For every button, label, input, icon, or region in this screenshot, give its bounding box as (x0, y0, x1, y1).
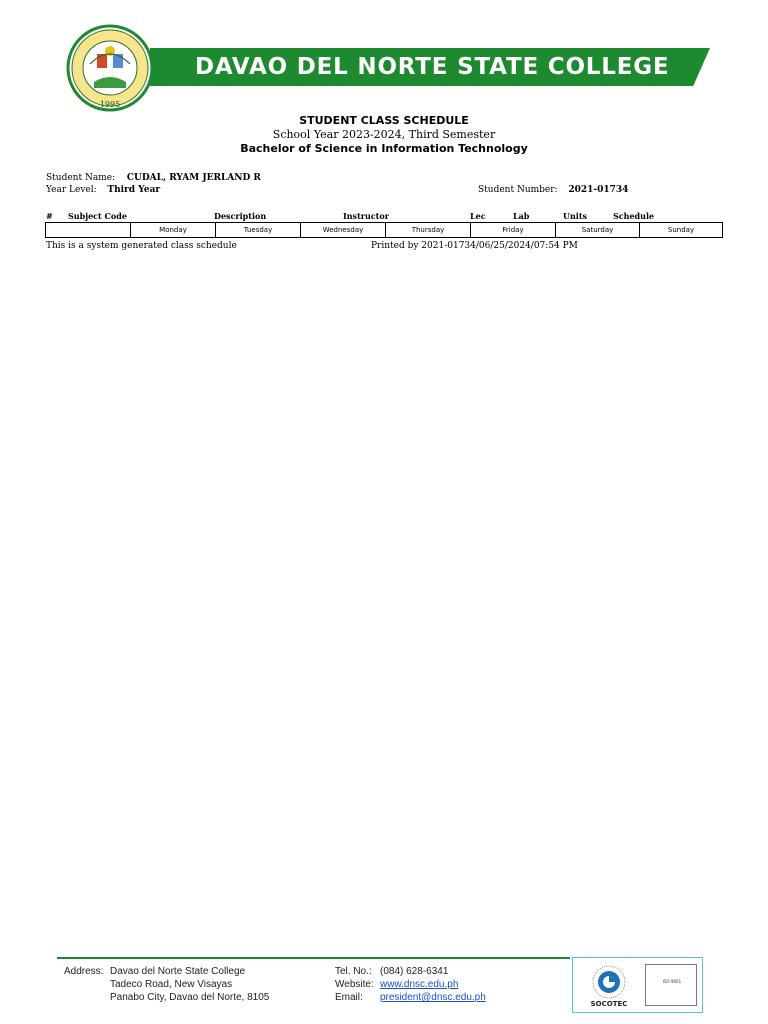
email-label: Email: (335, 992, 363, 1003)
student-number-row (478, 184, 628, 196)
column-header-units: Units (563, 211, 588, 221)
schedule-days-table (45, 222, 723, 238)
column-header-lec: Lec (470, 211, 486, 221)
tel-label: Tel. No.: (335, 966, 372, 977)
svg-text:1995: 1995 (99, 100, 121, 109)
day-cell-friday: Friday (470, 223, 555, 237)
college-seal-logo (50, 24, 170, 112)
iso-box (645, 964, 697, 1006)
document-title: STUDENT CLASS SCHEDULE (299, 114, 469, 127)
iso-label: ISO 9001 (662, 979, 682, 984)
day-cell-monday: Monday (130, 223, 215, 237)
day-cell-thursday: Thursday (385, 223, 470, 237)
column-header-number: # (46, 211, 53, 221)
letterhead (0, 0, 768, 112)
student-number-label: Student Number: (478, 185, 558, 195)
student-number-value: 2021-01734 (568, 185, 629, 195)
student-name-label: Student Name: (46, 173, 116, 183)
column-header-subject-code: Subject Code (68, 211, 127, 221)
school-year: School Year 2023-2024, Third Semester (272, 128, 496, 141)
college-name: DAVAO DEL NORTE STATE COLLEGE (195, 54, 670, 80)
day-cell-wednesday: Wednesday (300, 223, 385, 237)
year-level-value: Third Year (107, 185, 161, 195)
column-header-description: Description (214, 211, 267, 221)
year-level-row (46, 184, 160, 196)
year-level-label: Year Level: (46, 185, 97, 195)
website-label: Website: (335, 979, 374, 990)
system-generated-note: This is a system generated class schedule (46, 241, 237, 251)
address-line-1: Davao del Norte State College (110, 966, 246, 977)
certification-badge (572, 957, 703, 1013)
student-name-value: CUDAL, RYAM JERLAND R (126, 173, 261, 183)
printed-by-note: Printed by 2021-01734/06/25/2024/07:54 PM (371, 241, 578, 251)
day-cell-saturday: Saturday (555, 223, 639, 237)
column-header-schedule: Schedule (613, 211, 655, 221)
website-link[interactable]: www.dnsc.edu.ph (380, 979, 459, 990)
student-name-row (46, 172, 261, 184)
email-link[interactable]: president@dnsc.edu.ph (380, 992, 486, 1003)
address-line-2: Tadeco Road, New Visayas (110, 979, 233, 990)
document-heading (0, 114, 768, 156)
column-header-instructor: Instructor (343, 211, 389, 221)
day-cell-tuesday: Tuesday (215, 223, 300, 237)
address-line-3: Panabo City, Davao del Norte, 8105 (110, 992, 270, 1003)
day-cell-blank (46, 223, 130, 237)
address-label: Address: (64, 966, 104, 977)
column-header-lab: Lab (513, 211, 530, 221)
tel-value: (084) 628-6341 (380, 966, 449, 977)
program-name: Bachelor of Science in Information Technology (240, 142, 528, 155)
footer-divider (57, 957, 570, 959)
certification-name: SOCOTEC (590, 1000, 628, 1008)
day-cell-sunday: Sunday (639, 223, 722, 237)
